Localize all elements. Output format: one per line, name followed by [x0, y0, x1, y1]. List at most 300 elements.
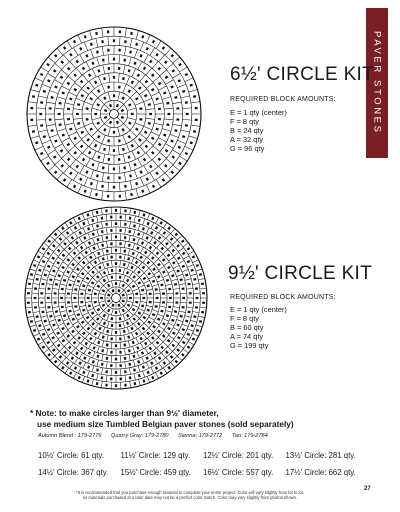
- paver-stone-mark: [168, 113, 171, 115]
- paver-stone-mark: [102, 335, 105, 338]
- paver-stone-mark: [52, 348, 56, 351]
- paver-stone-mark: [94, 293, 97, 296]
- paver-stone-mark: [129, 174, 132, 177]
- amount-item: G = 199 qty: [230, 341, 269, 351]
- paver-stone-mark: [119, 337, 121, 340]
- paver-stone-mark: [105, 370, 108, 373]
- paver-stone-mark: [66, 258, 70, 261]
- paver-stone-mark: [81, 272, 85, 275]
- paver-stone-mark: [158, 108, 161, 110]
- paver-stone-mark: [142, 327, 146, 331]
- paver-stone-mark: [36, 278, 39, 281]
- paver-stone-mark: [75, 241, 78, 245]
- paver-stone-mark: [171, 69, 175, 72]
- paver-stone-mark: [61, 288, 64, 291]
- paver-stone-mark: [111, 304, 114, 307]
- paver-stone-mark: [85, 342, 88, 346]
- paver-stone-mark: [66, 361, 69, 365]
- paver-stone-mark: [94, 332, 97, 336]
- paver-stone-mark: [96, 368, 99, 371]
- paver-stone-mark: [187, 346, 191, 349]
- paver-stone-mark: [160, 221, 163, 225]
- paver-stone-mark: [193, 315, 196, 318]
- paver-stone-mark: [162, 270, 166, 273]
- paver-stone-mark: [76, 268, 80, 271]
- circle-size-item: 10½' Circle: 61 qty.: [38, 451, 104, 460]
- paver-stone-mark: [141, 289, 144, 292]
- paver-stone-mark: [123, 59, 126, 62]
- paver-stone-mark: [77, 313, 80, 316]
- paver-stone-mark: [50, 96, 53, 99]
- paver-stone-mark: [80, 145, 84, 149]
- paver-stone-mark: [135, 301, 138, 304]
- paver-stone-mark: [189, 292, 192, 294]
- paver-stone-mark: [104, 116, 107, 119]
- paver-stone-mark: [98, 327, 101, 331]
- paver-stone-mark: [69, 371, 72, 375]
- paver-stone-mark: [91, 311, 95, 314]
- paver-stone-mark: [142, 266, 146, 270]
- paver-stone-mark: [86, 107, 89, 110]
- paver-stone-mark: [91, 322, 95, 326]
- paver-stone-mark: [77, 336, 81, 340]
- paver-stone-mark: [115, 384, 117, 387]
- paver-stone-mark: [119, 256, 121, 259]
- paver-stone-mark: [91, 281, 95, 284]
- paver-stone-mark: [141, 241, 144, 244]
- paver-stone-mark: [35, 84, 38, 87]
- paver-stone-mark: [66, 322, 70, 325]
- paver-stone-mark: [41, 311, 44, 314]
- paver-stone-mark: [121, 116, 124, 119]
- paver-stone-mark: [81, 131, 85, 134]
- paver-stone-mark: [38, 269, 41, 272]
- paver-stone-mark: [81, 320, 85, 323]
- paver-stone-mark: [28, 311, 31, 314]
- paver-stone-mark: [113, 186, 115, 189]
- paver-stone-mark: [56, 332, 60, 335]
- paver-stone-mark: [151, 73, 155, 77]
- paver-stone-mark: [137, 233, 140, 236]
- note-line-1: * Note: to make circles larger than 9½' diameter,: [30, 408, 219, 418]
- section-tab-label: PAVER STONES: [371, 31, 383, 135]
- paver-stone-mark: [93, 246, 96, 249]
- paver-stone-mark: [202, 302, 205, 304]
- paver-stone-mark: [90, 43, 93, 46]
- paver-stone-mark: [63, 178, 66, 182]
- paver-stone-mark: [49, 107, 52, 109]
- paver-stone-mark: [151, 256, 155, 260]
- paver-stone-mark: [91, 219, 94, 222]
- paver-stone-mark: [73, 40, 76, 44]
- paver-stone-mark: [165, 76, 169, 79]
- paver-stone-mark: [49, 278, 52, 281]
- paver-stone-mark: [88, 151, 91, 155]
- paver-stone-mark: [185, 152, 189, 155]
- paver-stone-mark: [102, 257, 105, 260]
- paver-stone-mark: [135, 43, 138, 46]
- paver-stone-mark: [54, 139, 57, 142]
- paver-stone-mark: [62, 91, 65, 94]
- paver-stone-mark: [122, 309, 125, 313]
- paver-stone-mark: [147, 284, 150, 287]
- paver-stone-mark: [133, 382, 136, 385]
- paver-stone-mark: [63, 314, 66, 317]
- paver-stone-mark: [131, 113, 134, 115]
- note-line-2: use medium size Tumbled Belgian paver stones (sold separately): [37, 419, 294, 429]
- paver-stone-mark: [158, 143, 162, 146]
- paver-stone-mark: [108, 67, 110, 70]
- paver-stone-mark: [96, 121, 100, 124]
- paver-stone-mark: [145, 145, 149, 149]
- paver-stone-mark: [158, 158, 162, 162]
- paver-stone-mark: [59, 102, 62, 105]
- paver-stone-mark: [110, 337, 112, 340]
- paver-stone-mark: [30, 320, 33, 323]
- paver-stone-mark: [118, 139, 121, 142]
- paver-stone-mark: [166, 279, 169, 282]
- paver-stone-mark: [67, 292, 70, 294]
- paver-stone-mark: [128, 349, 131, 352]
- paver-stone-mark: [142, 297, 145, 299]
- paver-stone-mark: [171, 171, 175, 175]
- paver-stone-mark: [76, 325, 80, 328]
- paver-stone-mark: [67, 158, 71, 162]
- paver-stone-mark: [202, 292, 205, 294]
- paver-stone-mark: [122, 299, 125, 302]
- paver-stone-mark: [181, 239, 185, 242]
- paver-stone-mark: [176, 244, 180, 247]
- paver-stone-mark: [119, 242, 121, 245]
- paver-stone-mark: [141, 351, 144, 354]
- paver-stone-mark: [68, 247, 72, 251]
- paver-stone-mark: [86, 118, 89, 121]
- circle-size-item: 14½' Circle: 367 qty.: [38, 468, 109, 477]
- paver-stone-mark: [96, 382, 99, 385]
- paver-stone-mark: [79, 178, 82, 181]
- paver-stone-mark: [166, 102, 169, 105]
- paver-stone-mark: [69, 171, 72, 175]
- paver-stone-mark: [80, 80, 84, 84]
- paver-stone-mark: [139, 107, 142, 110]
- paver-stone-mark: [172, 332, 176, 335]
- paver-stone-mark: [167, 266, 171, 269]
- paver-stone-mark: [126, 279, 129, 283]
- paver-stone-mark: [30, 119, 33, 121]
- paver-stone-mark: [97, 69, 100, 72]
- amounts-list-small: [230, 108, 287, 153]
- footnote: [60, 490, 320, 501]
- paver-stone-mark: [153, 352, 156, 356]
- paver-stone-mark: [96, 50, 99, 53]
- paver-stone-mark: [86, 316, 90, 319]
- paver-stone-mark: [110, 256, 112, 259]
- paver-stone-mark: [93, 346, 96, 349]
- paver-stone-mark: [101, 40, 104, 43]
- paver-stone-mark: [103, 96, 106, 100]
- paver-stone-mark: [122, 77, 125, 80]
- paver-stone-mark: [79, 361, 82, 365]
- paver-stone-mark: [40, 292, 43, 294]
- paver-stone-mark: [152, 313, 155, 316]
- paver-stone-mark: [155, 366, 158, 370]
- paver-stone-mark: [88, 241, 91, 244]
- paver-stone-mark: [97, 252, 100, 255]
- paver-stone-mark: [157, 263, 161, 266]
- paver-stone-mark: [182, 328, 185, 331]
- paver-stone-mark: [182, 341, 186, 344]
- paver-stone-mark: [128, 103, 132, 106]
- circle-size-item: 17½' Circle: 662 qty.: [285, 468, 356, 477]
- paver-stone-mark: [100, 297, 103, 299]
- paver-stone-mark: [97, 155, 100, 158]
- paver-stone-mark: [147, 222, 150, 225]
- paver-stone-mark: [155, 53, 158, 57]
- paver-stone-mark: [167, 339, 171, 342]
- paver-stone-mark: [54, 171, 58, 175]
- paver-stone-mark: [37, 337, 41, 340]
- paver-stone-mark: [131, 81, 134, 85]
- paver-stone-mark: [113, 131, 115, 134]
- paver-stone-mark: [162, 258, 166, 261]
- paver-stone-mark: [168, 306, 171, 309]
- paver-stone-mark: [79, 231, 82, 235]
- paver-stone-mark: [133, 224, 136, 227]
- paver-stone-mark: [68, 310, 71, 313]
- paver-stone-mark: [79, 47, 82, 50]
- paver-stone-mark: [110, 216, 112, 219]
- paver-stone-mark: [133, 211, 136, 214]
- paver-stone-mark: [111, 324, 114, 327]
- paver-stone-mark: [63, 350, 67, 354]
- paver-stone-mark: [91, 374, 94, 377]
- paver-stone-mark: [40, 152, 44, 155]
- amount-item: F = 8 qty: [230, 314, 259, 324]
- paver-stone-mark: [151, 88, 155, 91]
- paver-stone-mark: [158, 82, 162, 85]
- paver-stone-mark: [54, 85, 57, 88]
- paver-stone-mark: [195, 287, 198, 290]
- paver-stone-mark: [170, 237, 174, 241]
- paver-stone-mark: [77, 256, 81, 260]
- paver-stone-mark: [85, 54, 88, 57]
- paver-stone-mark: [87, 213, 90, 216]
- paver-stone-mark: [158, 118, 161, 120]
- paver-stone-mark: [49, 315, 52, 318]
- paver-stone-mark: [158, 236, 161, 240]
- paver-stone-mark: [33, 264, 36, 267]
- paver-stone-mark: [151, 151, 155, 155]
- paver-stone-mark: [167, 226, 170, 230]
- paver-stone-mark: [138, 219, 141, 222]
- paver-stone-mark: [103, 314, 106, 318]
- paver-stone-mark: [95, 32, 98, 35]
- paver-stone-mark: [55, 310, 58, 313]
- paver-stone-mark: [94, 261, 97, 265]
- paver-stone-mark: [187, 247, 191, 250]
- paver-stone-mark: [141, 304, 144, 307]
- paver-stone-mark: [152, 268, 156, 271]
- paver-stone-mark: [175, 233, 179, 237]
- paver-stone-mark: [67, 108, 70, 110]
- paver-stone-mark: [51, 256, 55, 259]
- paver-stone-mark: [174, 310, 177, 313]
- paver-stone-mark: [42, 333, 45, 336]
- paver-stone-mark: [176, 118, 179, 120]
- paver-stone-mark: [91, 163, 94, 166]
- paver-stone-mark: [115, 331, 117, 334]
- paver-stone-mark: [175, 301, 178, 303]
- paver-stone-mark: [115, 358, 117, 361]
- paver-stone-mark: [123, 263, 126, 266]
- paver-stone-mark: [132, 308, 136, 311]
- paver-stone-mark: [126, 314, 129, 318]
- paver-stone-mark: [106, 263, 109, 266]
- paver-stone-mark: [96, 317, 99, 321]
- paver-stone-mark: [195, 306, 198, 309]
- paver-stone-mark: [139, 54, 142, 57]
- kit-title-small: 6½' CIRCLE KIT: [230, 64, 375, 85]
- paver-stone-mark: [62, 254, 66, 257]
- paver-stone-mark: [82, 158, 85, 162]
- paver-stone-mark: [103, 148, 106, 151]
- paver-stone-mark: [117, 304, 120, 307]
- paver-stone-mark: [107, 309, 110, 313]
- paver-stone-mark: [176, 323, 179, 326]
- paver-stone-mark: [61, 226, 64, 230]
- paver-stone-mark: [102, 304, 106, 307]
- paver-stone-mark: [192, 255, 196, 258]
- paver-stone-mark: [139, 256, 142, 260]
- paver-stone-mark: [166, 123, 169, 126]
- paver-stone-mark: [47, 287, 50, 290]
- paver-stone-mark: [84, 35, 87, 38]
- paver-stone-mark: [165, 242, 169, 246]
- paver-stone-mark: [57, 249, 61, 252]
- paver-stone-mark: [120, 377, 122, 380]
- paver-stone-mark: [195, 119, 198, 121]
- paver-stone-mark: [43, 135, 46, 138]
- paver-stone-mark: [86, 138, 90, 142]
- paver-stone-mark: [165, 149, 169, 152]
- paver-stone-mark: [189, 301, 192, 303]
- paver-stone-mark: [46, 162, 50, 165]
- paver-stone-mark: [171, 319, 174, 322]
- paver-stone-mark: [115, 222, 117, 225]
- paver-stone-mark: [129, 50, 132, 53]
- paver-stone-mark: [133, 355, 136, 358]
- paver-stone-mark: [178, 162, 182, 165]
- paver-stone-mark: [87, 266, 91, 270]
- required-label-large: REQUIRED BLOCK AMOUNTS:: [230, 294, 336, 301]
- paver-stone-mark: [163, 231, 166, 235]
- paver-stone-mark: [40, 73, 44, 76]
- paver-stone-mark: [60, 76, 64, 79]
- paver-stone-mark: [36, 315, 39, 318]
- paver-stone-mark: [121, 128, 124, 132]
- paver-stone-mark: [123, 330, 126, 333]
- paver-stone-mark: [73, 251, 77, 255]
- paver-stone-mark: [60, 164, 64, 168]
- paver-stone-mark: [88, 304, 91, 307]
- paver-stone-mark: [129, 217, 132, 220]
- paver-stone-mark: [89, 128, 93, 131]
- paver-stone-mark: [103, 271, 106, 274]
- paver-stone-mark: [122, 293, 125, 296]
- paver-stone-mark: [38, 324, 41, 327]
- paver-stone-mark: [67, 118, 70, 120]
- paver-stone-mark: [146, 47, 149, 50]
- paver-stone-mark: [71, 330, 75, 333]
- paver-stone-mark: [121, 109, 124, 112]
- color-option: Quarry Gray: 179-2780: [111, 433, 169, 439]
- paver-stone-mark: [101, 363, 104, 366]
- paver-stone-mark: [71, 263, 75, 266]
- paver-stone-mark: [30, 107, 33, 109]
- paver-stone-mark: [97, 355, 100, 358]
- paver-stone-mark: [136, 346, 139, 349]
- paver-stone-mark: [172, 249, 176, 252]
- paver-stone-mark: [63, 279, 66, 282]
- circle-kit-diagram-large: [24, 206, 208, 390]
- paver-stone-mark: [115, 262, 117, 265]
- circle-size-item: 15½' Circle: 459 qty.: [120, 468, 191, 477]
- paver-stone-mark: [127, 257, 130, 260]
- paver-stone-mark: [163, 361, 166, 365]
- paver-stone-mark: [115, 209, 117, 212]
- paver-stone-mark: [101, 230, 104, 233]
- paver-stone-mark: [182, 306, 185, 309]
- paver-stone-mark: [162, 322, 166, 325]
- paver-stone-mark: [133, 368, 136, 371]
- paver-stone-mark: [73, 151, 77, 155]
- paver-stone-mark: [144, 94, 148, 97]
- paver-stone-mark: [119, 30, 121, 33]
- paver-stone-mark: [87, 379, 90, 382]
- amount-item: G = 96 qty: [230, 144, 265, 154]
- paver-stone-mark: [68, 346, 72, 350]
- paver-stone-mark: [199, 273, 202, 276]
- paver-stone-mark: [97, 238, 100, 241]
- paver-stone-mark: [182, 287, 185, 290]
- paver-stone-mark: [40, 124, 43, 127]
- paver-stone-mark: [73, 137, 77, 140]
- paver-stone-mark: [87, 227, 90, 230]
- circle-size-item: 13½' Circle: 281 qty.: [285, 451, 356, 460]
- paver-stone-mark: [78, 376, 81, 379]
- paver-stone-mark: [193, 95, 196, 98]
- paver-stone-mark: [127, 289, 131, 292]
- paver-stone-mark: [118, 176, 120, 179]
- paver-stone-mark: [54, 54, 58, 58]
- paver-stone-mark: [137, 270, 141, 274]
- paver-stone-mark: [92, 233, 95, 236]
- paver-stone-mark: [147, 371, 150, 374]
- paver-stone-mark: [164, 60, 168, 64]
- paver-stone-mark: [149, 165, 152, 169]
- paver-stone-mark: [143, 277, 147, 280]
- paver-stone-mark: [69, 221, 72, 225]
- paver-stone-mark: [39, 113, 42, 115]
- paver-stone-mark: [73, 73, 77, 77]
- paver-stone-mark: [42, 260, 45, 263]
- paver-stone-mark: [170, 85, 173, 88]
- paver-stone-mark: [103, 279, 106, 283]
- paver-stone-mark: [180, 278, 183, 281]
- paver-stone-mark: [147, 309, 150, 312]
- paver-stone-mark: [115, 282, 117, 285]
- paver-stone-mark: [123, 343, 126, 346]
